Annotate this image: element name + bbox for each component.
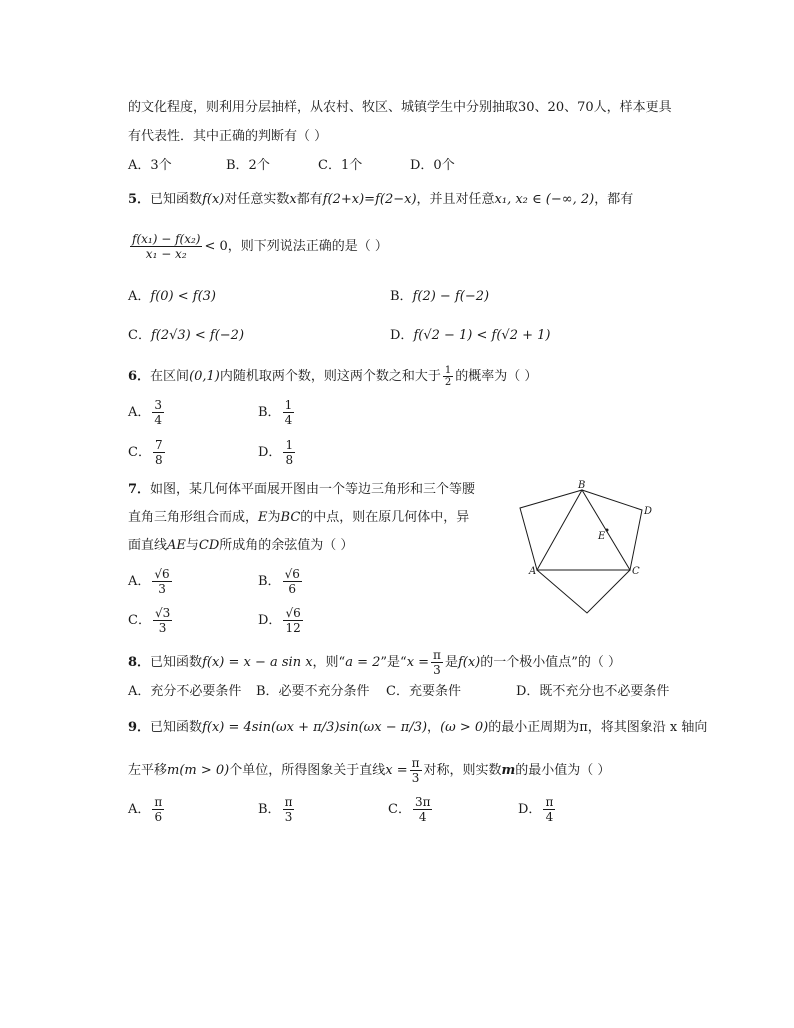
q5-text: ，都有 [594, 192, 634, 207]
q6-half: $\frac{1}{2}$ [444, 365, 452, 388]
q6-stem [128, 365, 537, 388]
q5-frac-num: f(x₁) − f(x₂) [132, 232, 201, 246]
q7-option-b: B． $\frac{√6}{6}$ [258, 567, 300, 596]
q6-option-b: B． $\frac{1}{4}$ [258, 398, 293, 427]
q9-stem-line2: 左平移m(m > 0)个单位，所得图象关于直线x = $\frac{\pi}{3}$ 对称，则实数m的最小值为（ ） [128, 756, 611, 785]
label-e: E [598, 531, 606, 542]
q5-text: 都有 [296, 192, 323, 207]
q7-option-a: A． $\frac{√6}{3}$ [128, 567, 170, 596]
q5-stem-line2 [128, 232, 388, 261]
q6-option-a: A． $\frac{3}{4}$ [128, 398, 163, 427]
q5-fraction [130, 232, 202, 261]
isosceles-right-triangle-left [520, 490, 582, 570]
q5-text: ，则下列说法正确的是（ ） [227, 239, 388, 254]
q9-option-b: B． $\frac{\pi}{3}$ [258, 795, 293, 824]
equilateral-triangle [537, 490, 630, 570]
q9-number: 9． [128, 720, 151, 735]
q5-stem-line1 [128, 190, 633, 210]
label-b: B [578, 480, 586, 491]
q4-line1: 的文化程度，则利用分层抽样，从农村、牧区、城镇学生中分别抽取30、20、70人，样本更具 [128, 100, 672, 115]
q5-math: f(x) [202, 192, 225, 207]
q7-text: 如图，某几何体平面展开图由一个等边三角形和三个等腰 [150, 482, 476, 497]
q5-math: x₁, x₂ ∈ (−∞, 2) [494, 192, 595, 207]
q8-option-a: A．充分不必要条件 [128, 684, 242, 699]
q5-text: 对任意实数 [224, 192, 290, 207]
q7-line1 [128, 480, 475, 500]
q7-number: 7． [128, 482, 151, 497]
q7-net-figure [512, 478, 662, 618]
q5-text: 已知函数 [150, 192, 203, 207]
q6-text: 的概率为（ ） [455, 369, 538, 384]
q5-option-c: C．f(2√3) < f(−2) [128, 328, 245, 343]
q4-option-d: D．0个 [410, 158, 455, 173]
q7-line3: 面直线AE与CD所成角的余弦值为（ ） [128, 538, 354, 553]
q5-math: < 0 [204, 239, 228, 254]
q5-math: f(2+x)=f(2−x) [322, 192, 417, 207]
q5-frac-den: x₁ − x₂ [145, 247, 187, 261]
q8-number: 8． [128, 655, 151, 670]
label-c: C [632, 566, 640, 577]
q6-option-c: C． $\frac{7}{8}$ [128, 438, 163, 467]
q6-math: (0,1) [189, 369, 220, 384]
q6-number: 6． [128, 369, 151, 384]
q5-option-b: B．f(2) − f(−2) [390, 289, 490, 304]
isosceles-right-triangle-right [582, 490, 642, 570]
q9-option-c: C． $\frac{3\pi}{4}$ [388, 795, 431, 824]
q4-line2: 有代表性．其中正确的判断有（ ） [128, 129, 328, 144]
q9-option-a: A． $\frac{\pi}{6}$ [128, 795, 163, 824]
q7-option-c: C． $\frac{√3}{3}$ [128, 606, 171, 635]
q8-option-b: B．必要不充分条件 [256, 684, 370, 699]
q6-text: 内随机取两个数，则这两个数之和大于 [219, 369, 441, 384]
q4-option-a: A．3个 [128, 158, 172, 173]
label-a: A [529, 566, 537, 577]
q8-option-c: C．充要条件 [386, 684, 461, 699]
q5-text: ，并且对任意 [416, 192, 495, 207]
q6-text: 在区间 [150, 369, 190, 384]
q5-option-d: D．f(√2 − 1) < f(√2 + 1) [390, 328, 551, 343]
q7-option-d: D． $\frac{√6}{12}$ [258, 606, 301, 635]
q4-option-b: B．2个 [226, 158, 270, 173]
q9-option-d: D． $\frac{\pi}{4}$ [518, 795, 554, 824]
q8-stem: 8．已知函数f(x) = x − a sin x，则“a = 2”是“x = $\frac{\pi}{3}$ 是f(x)的一个极小值点”的（ ） [128, 648, 622, 677]
label-d: D [644, 506, 653, 517]
isosceles-right-triangle-bottom [537, 570, 630, 613]
q6-option-d: D． $\frac{1}{8}$ [258, 438, 294, 467]
q9-stem-line1: 9．已知函数f(x) = 4sin(ωx + π/3)sin(ωx − π/3)，(ω > 0)的最小正周期为π，将其图象沿 x 轴向 [128, 720, 708, 735]
q5-number: 5． [128, 192, 151, 207]
q4-option-c: C．1个 [318, 158, 363, 173]
q5-option-a: A．f(0) < f(3) [128, 289, 216, 304]
q8-option-d: D．既不充分也不必要条件 [516, 684, 670, 699]
q7-line2: 直角三角形组合而成，E为BC的中点，则在原几何体中，异 [128, 510, 470, 525]
q5-math: x [289, 192, 297, 207]
point-e-dot [606, 529, 609, 532]
